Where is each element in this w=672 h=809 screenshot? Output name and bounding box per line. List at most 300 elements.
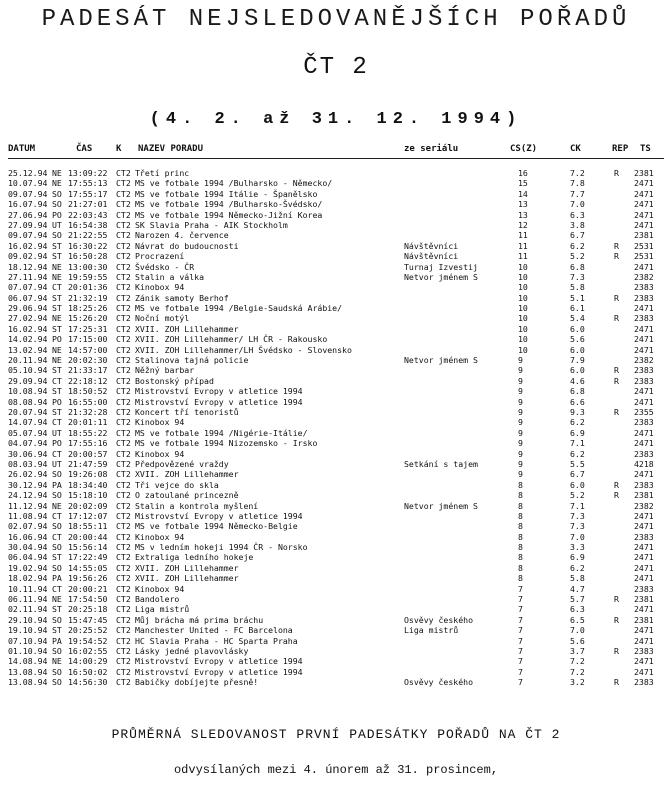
cell-ck: 6.8 (570, 261, 585, 272)
table-row (0, 594, 672, 604)
cell-cs: 8 (518, 500, 523, 511)
cell-cs: 13 (518, 209, 528, 220)
cell-day: CT (52, 282, 62, 293)
cell-date: 11.08.94 (8, 510, 48, 521)
cell-time: 22:18:12 (68, 375, 108, 386)
cell-day: NE (52, 656, 62, 667)
table-row (0, 646, 672, 656)
table-row (0, 428, 672, 438)
cell-day: ST (52, 406, 62, 417)
cell-cs: 7 (518, 645, 523, 656)
cell-day: SO (52, 490, 62, 501)
table-row (0, 282, 672, 292)
cell-ck: 7.2 (570, 656, 585, 667)
document-title: PADESÁT NEJSLEDOVANĚJŠÍCH POŘADŮ (41, 6, 631, 33)
cell-title: MS ve fotbale 1994 /Bulharsko - Německo/ (135, 178, 333, 189)
cell-ck: 5.6 (570, 635, 585, 646)
cell-time: 21:22:55 (68, 230, 108, 241)
cell-time: 17:55:17 (68, 188, 108, 199)
cell-ck: 7.3 (570, 510, 585, 521)
cell-title: Procrazení (135, 251, 185, 262)
cell-title: Lásky jedné plavovlásky (135, 645, 249, 656)
cell-date: 06.04.94 (8, 552, 48, 563)
cell-ts: 2383 (634, 479, 654, 490)
cell-day: PA (52, 573, 62, 584)
cell-time: 14:55:05 (68, 562, 108, 573)
cell-day: ST (52, 365, 62, 376)
cell-title: Švédsko - ČR (135, 261, 195, 272)
cell-cs: 10 (518, 303, 528, 314)
cell-date: 11.12.94 (8, 500, 48, 511)
cell-title: XVII. ZOH Lillehammer/LH Švédsko - Slovensko (135, 344, 352, 355)
header-title: NAZEV PORADU (138, 144, 204, 154)
header-channel: K (116, 144, 122, 154)
table-row (0, 469, 672, 479)
cell-ch: CT2 (116, 219, 131, 230)
cell-ch: CT2 (116, 188, 131, 199)
cell-ch: CT2 (116, 510, 131, 521)
cell-rep: R (614, 479, 619, 490)
cell-ck: 3.7 (570, 645, 585, 656)
table-row (0, 656, 672, 666)
header-rep: REP (612, 144, 629, 154)
cell-date: 16.02.94 (8, 240, 48, 251)
cell-ch: CT2 (116, 625, 131, 636)
cell-ts: 2471 (634, 323, 654, 334)
cell-day: PA (52, 635, 62, 646)
cell-rep: R (614, 594, 619, 605)
cell-day: SO (52, 645, 62, 656)
cell-time: 19:59:55 (68, 271, 108, 282)
cell-date: 30.12.94 (8, 479, 48, 490)
cell-ch: CT2 (116, 292, 131, 303)
cell-day: SO (52, 230, 62, 241)
cell-day: CT (52, 417, 62, 428)
cell-ts: 2383 (634, 448, 654, 459)
cell-title: MS ve fotbale 1994 Nizozemsko - Irsko (135, 438, 318, 449)
cell-day: ST (52, 240, 62, 251)
cell-cs: 8 (518, 510, 523, 521)
cell-cs: 9 (518, 417, 523, 428)
cell-date: 18.02.94 (8, 573, 48, 584)
cell-date: 07.07.94 (8, 282, 48, 293)
header-cs: CS(Z) (510, 144, 538, 154)
cell-ts: 2381 (634, 490, 654, 501)
cell-ck: 6.0 (570, 323, 585, 334)
cell-date: 19.10.94 (8, 625, 48, 636)
cell-ck: 6.2 (570, 240, 585, 251)
date-range: (4. 2. až 31. 12. 1994) (149, 110, 523, 129)
cell-ck: 4.6 (570, 375, 585, 386)
cell-series: Netvor jménem S (404, 271, 478, 282)
cell-rep: R (614, 375, 619, 386)
cell-cs: 7 (518, 625, 523, 636)
table-row (0, 230, 672, 240)
cell-title: Mistrovství Evropy v atletice 1994 (135, 656, 303, 667)
cell-ch: CT2 (116, 562, 131, 573)
cell-ts: 2471 (634, 666, 654, 677)
cell-ck: 5.8 (570, 573, 585, 584)
cell-series: Netvor jménem S (404, 500, 478, 511)
cell-ck: 5.5 (570, 458, 585, 469)
cell-ts: 2381 (634, 594, 654, 605)
cell-day: CT (52, 510, 62, 521)
cell-day: PO (52, 396, 62, 407)
cell-title: O zatoulané princezně (135, 490, 239, 501)
cell-cs: 7 (518, 635, 523, 646)
cell-ch: CT2 (116, 396, 131, 407)
cell-date: 04.07.94 (8, 438, 48, 449)
cell-cs: 11 (518, 251, 528, 262)
cell-ck: 7.1 (570, 500, 585, 511)
cell-time: 20:02:30 (68, 355, 108, 366)
cell-ck: 6.2 (570, 448, 585, 459)
cell-title: Kinobox 94 (135, 583, 185, 594)
cell-ck: 7.2 (570, 666, 585, 677)
cell-title: MS ve fotbale 1994 /Bulharsko-Švédsko/ (135, 199, 323, 210)
cell-time: 20:02:09 (68, 500, 108, 511)
cell-time: 18:55:11 (68, 521, 108, 532)
table-header (0, 144, 672, 158)
cell-ck: 7.0 (570, 531, 585, 542)
cell-date: 20.11.94 (8, 355, 48, 366)
cell-series: Návštěvníci (404, 251, 459, 262)
cell-ts: 2382 (634, 500, 654, 511)
header-ck: CK (570, 144, 581, 154)
cell-ts: 2531 (634, 251, 654, 262)
cell-cs: 10 (518, 323, 528, 334)
cell-date: 16.06.94 (8, 531, 48, 542)
cell-date: 14.08.94 (8, 656, 48, 667)
cell-ts: 2471 (634, 199, 654, 210)
cell-ch: CT2 (116, 230, 131, 241)
cell-title: Stalinova tajná policie (135, 355, 249, 366)
cell-series: Setkání s tajem (404, 458, 478, 469)
cell-date: 27.11.94 (8, 271, 48, 282)
table-row (0, 417, 672, 427)
cell-ck: 6.9 (570, 552, 585, 563)
cell-ch: CT2 (116, 573, 131, 584)
table-row (0, 272, 672, 282)
cell-date: 01.10.94 (8, 645, 48, 656)
cell-ck: 5.2 (570, 251, 585, 262)
cell-cs: 8 (518, 573, 523, 584)
cell-ch: CT2 (116, 313, 131, 324)
cell-title: Koncert tří tenoristů (135, 406, 239, 417)
cell-ts: 2471 (634, 396, 654, 407)
cell-ch: CT2 (116, 604, 131, 615)
cell-time: 15:47:45 (68, 614, 108, 625)
cell-day: CT (52, 375, 62, 386)
table-row (0, 459, 672, 469)
cell-date: 06.11.94 (8, 594, 48, 605)
cell-day: PO (52, 209, 62, 220)
table-row (0, 563, 672, 573)
cell-ts: 2383 (634, 313, 654, 324)
table-row (0, 573, 672, 583)
cell-cs: 10 (518, 344, 528, 355)
cell-title: Kinobox 94 (135, 448, 185, 459)
cell-time: 15:26:20 (68, 313, 108, 324)
cell-cs: 8 (518, 552, 523, 563)
cell-cs: 8 (518, 542, 523, 553)
cell-ts: 2471 (634, 635, 654, 646)
cell-ck: 6.2 (570, 417, 585, 428)
cell-cs: 11 (518, 230, 528, 241)
cell-ts: 2381 (634, 614, 654, 625)
cell-title: Bandolero (135, 594, 180, 605)
table-row (0, 251, 672, 261)
cell-ck: 7.2 (570, 168, 585, 178)
cell-day: SO (52, 188, 62, 199)
cell-title: Mistrovství Evropy v atletice 1994 (135, 666, 303, 677)
header-rule (8, 158, 664, 159)
table-row (0, 501, 672, 511)
cell-ck: 6.1 (570, 303, 585, 314)
table-row (0, 210, 672, 220)
cell-date: 14.07.94 (8, 417, 48, 428)
cell-cs: 9 (518, 438, 523, 449)
cell-rep: R (614, 168, 619, 178)
cell-time: 19:54:52 (68, 635, 108, 646)
cell-cs: 7 (518, 594, 523, 605)
cell-ch: CT2 (116, 645, 131, 656)
cell-ts: 2383 (634, 292, 654, 303)
cell-time: 16:50:28 (68, 251, 108, 262)
cell-cs: 13 (518, 199, 528, 210)
cell-rep: R (614, 614, 619, 625)
cell-ch: CT2 (116, 209, 131, 220)
cell-title: XVII. ZOH Lillehammer/ LH ČR - Rakousko (135, 334, 328, 345)
cell-title: Stalin a kontrola myšlení (135, 500, 259, 511)
cell-ts: 2471 (634, 521, 654, 532)
cell-day: UT (52, 427, 62, 438)
cell-ch: CT2 (116, 666, 131, 677)
cell-ch: CT2 (116, 469, 131, 480)
cell-title: Liga mistrů (135, 604, 190, 615)
cell-date: 09.07.94 (8, 230, 48, 241)
cell-rep: R (614, 645, 619, 656)
cell-rep: R (614, 292, 619, 303)
cell-cs: 10 (518, 282, 528, 293)
cell-time: 20:01:36 (68, 282, 108, 293)
cell-date: 30.04.94 (8, 542, 48, 553)
cell-day: ST (52, 552, 62, 563)
cell-title: Narozen 4. července (135, 230, 229, 241)
cell-day: PO (52, 334, 62, 345)
cell-title: Třetí princ (135, 168, 190, 178)
cell-ck: 4.7 (570, 583, 585, 594)
cell-cs: 9 (518, 375, 523, 386)
cell-day: ST (52, 386, 62, 397)
cell-ch: CT2 (116, 199, 131, 210)
cell-ck: 6.6 (570, 396, 585, 407)
table-row (0, 334, 672, 344)
table-row (0, 262, 672, 272)
cell-ts: 2471 (634, 604, 654, 615)
table-row (0, 178, 672, 188)
cell-rep: R (614, 313, 619, 324)
cell-date: 27.06.94 (8, 209, 48, 220)
cell-ch: CT2 (116, 479, 131, 490)
cell-ts: 2383 (634, 531, 654, 542)
cell-ts: 2471 (634, 469, 654, 480)
cell-date: 02.11.94 (8, 604, 48, 615)
cell-date: 13.08.94 (8, 677, 48, 688)
table-row (0, 490, 672, 500)
cell-title: Stalin a válka (135, 271, 205, 282)
cell-cs: 10 (518, 271, 528, 282)
cell-ck: 6.0 (570, 365, 585, 376)
table-row (0, 625, 672, 635)
cell-title: Noční motýl (135, 313, 190, 324)
cell-time: 17:12:07 (68, 510, 108, 521)
table-row (0, 604, 672, 614)
cell-ch: CT2 (116, 251, 131, 262)
cell-cs: 15 (518, 178, 528, 189)
cell-cs: 7 (518, 604, 523, 615)
cell-series: Turnaj Izvestij (404, 261, 478, 272)
cell-date: 07.10.94 (8, 635, 48, 646)
cell-ch: CT2 (116, 282, 131, 293)
cell-time: 20:00:44 (68, 531, 108, 542)
cell-cs: 10 (518, 261, 528, 272)
cell-title: XVII. ZOH Lillehammer (135, 573, 239, 584)
cell-title: Mistrovství Evropy v atletice 1994 (135, 510, 303, 521)
cell-ts: 2471 (634, 344, 654, 355)
cell-ch: CT2 (116, 334, 131, 345)
cell-ts: 2382 (634, 355, 654, 366)
cell-day: ST (52, 303, 62, 314)
cell-ch: CT2 (116, 438, 131, 449)
cell-day: NE (52, 178, 62, 189)
cell-cs: 8 (518, 521, 523, 532)
footer-text: odvysílaných mezi 4. únorem až 31. prosincem, (173, 763, 499, 777)
cell-time: 16:30:22 (68, 240, 108, 251)
table-row (0, 677, 672, 687)
program-table (0, 168, 672, 688)
cell-day: NE (52, 344, 62, 355)
cell-date: 29.06.94 (8, 303, 48, 314)
cell-day: CT (52, 448, 62, 459)
table-row (0, 511, 672, 521)
cell-title: Tři vejce do skla (135, 479, 219, 490)
cell-ch: CT2 (116, 417, 131, 428)
cell-title: MS ve fotbale 1994 Německo-Jižní Korea (135, 209, 323, 220)
cell-ts: 2383 (634, 282, 654, 293)
table-row (0, 303, 672, 313)
cell-date: 27.09.94 (8, 219, 48, 230)
table-row (0, 199, 672, 209)
cell-ck: 6.5 (570, 614, 585, 625)
cell-ck: 6.2 (570, 562, 585, 573)
cell-ts: 2471 (634, 656, 654, 667)
cell-ch: CT2 (116, 594, 131, 605)
cell-ts: 2471 (634, 438, 654, 449)
cell-ts: 2471 (634, 542, 654, 553)
cell-ch: CT2 (116, 531, 131, 542)
table-row (0, 313, 672, 323)
cell-cs: 10 (518, 313, 528, 324)
cell-title: Mistrovství Evropy v atletice 1994 (135, 396, 303, 407)
cell-ck: 3.8 (570, 219, 585, 230)
cell-time: 18:50:52 (68, 386, 108, 397)
cell-cs: 10 (518, 292, 528, 303)
cell-time: 20:00:57 (68, 448, 108, 459)
cell-ch: CT2 (116, 500, 131, 511)
cell-ch: CT2 (116, 303, 131, 314)
cell-date: 25.12.94 (8, 168, 48, 178)
cell-ck: 6.0 (570, 479, 585, 490)
cell-ch: CT2 (116, 583, 131, 594)
cell-ch: CT2 (116, 458, 131, 469)
cell-title: MS ve fotbale 1994 /Nigérie-Itálie/ (135, 427, 308, 438)
cell-title: Něžný barbar (135, 365, 195, 376)
cell-title: Zánik samoty Berhof (135, 292, 229, 303)
cell-cs: 10 (518, 334, 528, 345)
table-row (0, 324, 672, 334)
cell-date: 05.10.94 (8, 365, 48, 376)
cell-ch: CT2 (116, 542, 131, 553)
cell-time: 21:33:17 (68, 365, 108, 376)
cell-series: Osvěvy českého (404, 677, 474, 688)
cell-date: 09.07.94 (8, 188, 48, 199)
cell-cs: 8 (518, 490, 523, 501)
cell-time: 17:54:50 (68, 594, 108, 605)
cell-series: Netvor jménem S (404, 355, 478, 366)
cell-day: ST (52, 251, 62, 262)
cell-date: 16.02.94 (8, 323, 48, 334)
cell-ck: 5.7 (570, 594, 585, 605)
cell-cs: 8 (518, 479, 523, 490)
cell-cs: 9 (518, 386, 523, 397)
cell-date: 10.07.94 (8, 178, 48, 189)
cell-day: SO (52, 542, 62, 553)
cell-series: Návštěvníci (404, 240, 459, 251)
cell-rep: R (614, 365, 619, 376)
cell-ts: 2383 (634, 365, 654, 376)
table-row (0, 397, 672, 407)
cell-date: 14.02.94 (8, 334, 48, 345)
cell-ck: 7.7 (570, 188, 585, 199)
cell-date: 27.02.94 (8, 313, 48, 324)
table-row (0, 293, 672, 303)
cell-time: 14:56:30 (68, 677, 108, 688)
cell-ch: CT2 (116, 323, 131, 334)
cell-day: SO (52, 469, 62, 480)
cell-title: Extraliga ledního hokeje (135, 552, 254, 563)
cell-date: 09.02.94 (8, 251, 48, 262)
cell-ch: CT2 (116, 406, 131, 417)
cell-cs: 9 (518, 427, 523, 438)
cell-ts: 2383 (634, 375, 654, 386)
cell-cs: 7 (518, 614, 523, 625)
cell-date: 19.02.94 (8, 562, 48, 573)
cell-day: NE (52, 594, 62, 605)
cell-cs: 9 (518, 365, 523, 376)
cell-day: PA (52, 479, 62, 490)
cell-time: 17:55:16 (68, 438, 108, 449)
cell-day: PO (52, 438, 62, 449)
table-row (0, 636, 672, 646)
header-series: ze seriálu (404, 144, 459, 154)
table-row (0, 386, 672, 396)
cell-day: NE (52, 261, 62, 272)
cell-ck: 3.2 (570, 677, 585, 688)
cell-title: Manchester United - FC Barcelona (135, 625, 293, 636)
cell-date: 02.07.94 (8, 521, 48, 532)
header-date: DATUM (8, 144, 36, 154)
